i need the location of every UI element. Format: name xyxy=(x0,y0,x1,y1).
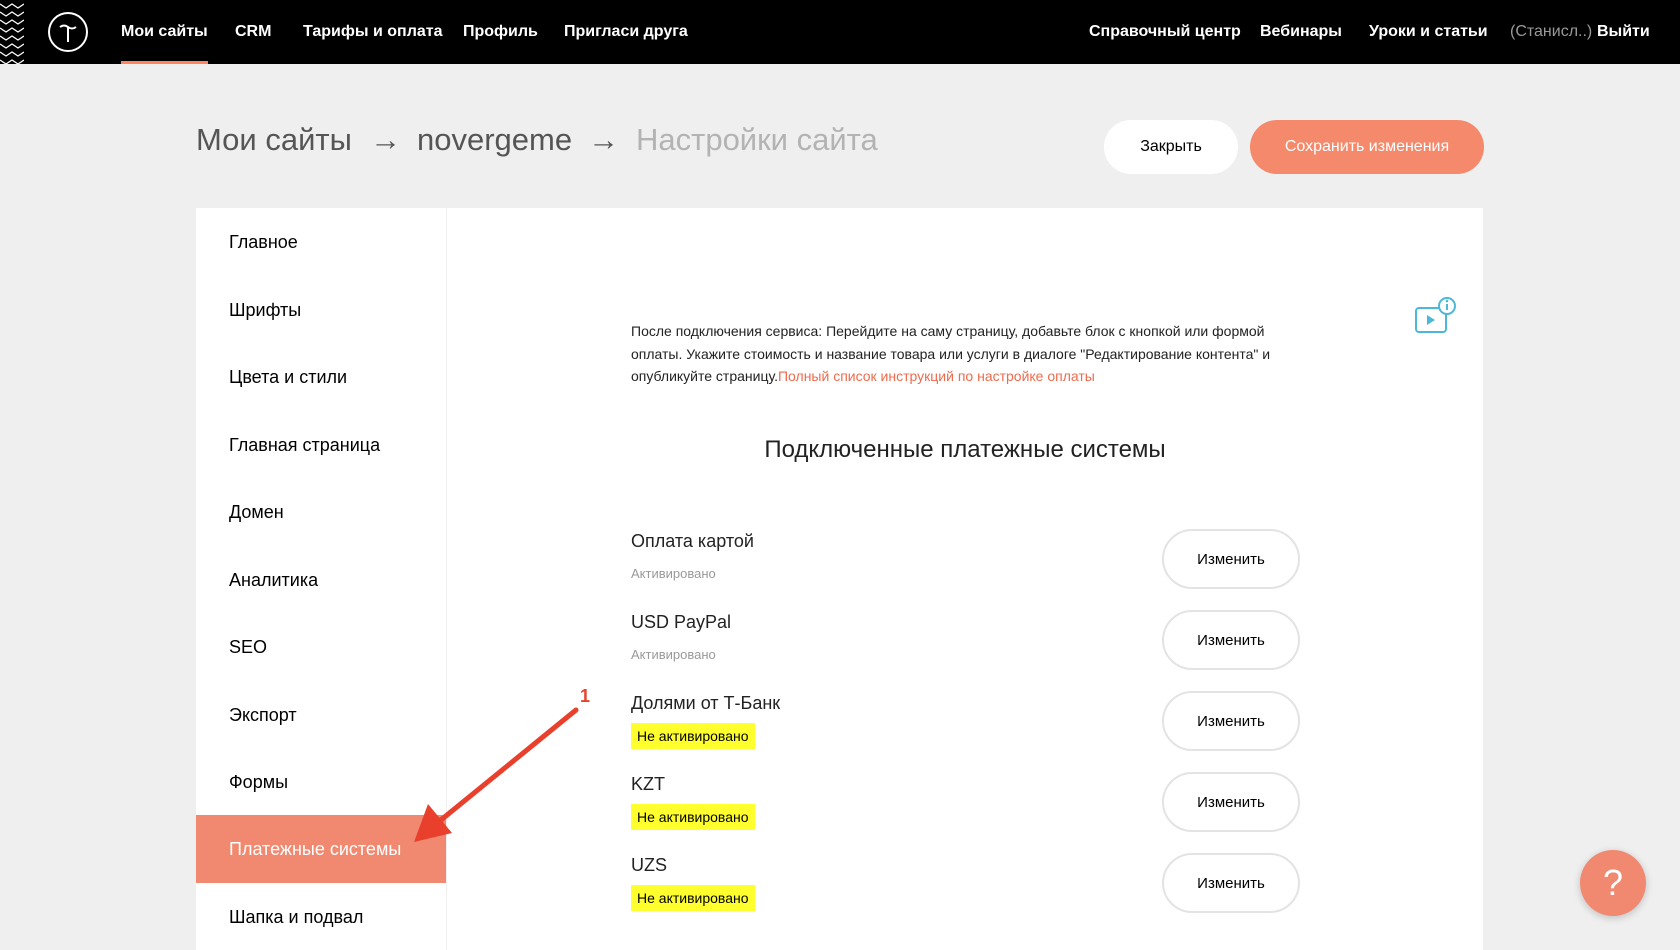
payment-name: Оплата картой xyxy=(631,531,754,551)
edit-payment-button[interactable]: Изменить xyxy=(1162,853,1300,913)
sidebar-item-home-page[interactable]: Главная страница xyxy=(229,435,381,455)
sidebar-item-export[interactable]: Экспорт xyxy=(229,705,297,725)
payment-status: Активировано xyxy=(631,647,716,662)
nav-profile[interactable]: Профиль xyxy=(463,23,538,40)
zigzag-decoration-icon xyxy=(0,0,24,64)
edit-payment-button[interactable]: Изменить xyxy=(1162,772,1300,832)
nav-invite-friend[interactable]: Пригласи друга xyxy=(564,23,688,40)
logout-link[interactable]: Выйти xyxy=(1597,23,1650,40)
payment-row-kzt xyxy=(631,774,1301,840)
nav-my-sites[interactable]: Мои сайты xyxy=(121,0,208,64)
sidebar-item-payment-systems[interactable]: Платежные системы xyxy=(196,815,446,883)
sidebar-item-fonts[interactable]: Шрифты xyxy=(229,300,302,320)
section-title: Подключенные платежные системы xyxy=(764,436,1166,463)
sidebar-item-domain[interactable]: Домен xyxy=(229,502,284,522)
nav-webinars[interactable]: Вебинары xyxy=(1260,23,1342,40)
payment-row-tbank xyxy=(631,693,1301,759)
nav-lessons[interactable]: Уроки и статьи xyxy=(1369,23,1488,40)
payment-name: UZS xyxy=(631,855,667,875)
sidebar-item-seo[interactable]: SEO xyxy=(229,637,268,657)
edit-payment-button[interactable]: Изменить xyxy=(1162,610,1300,670)
breadcrumb-current: Настройки сайта xyxy=(636,122,878,157)
tilda-logo-icon[interactable] xyxy=(48,12,88,52)
payment-row-uzs xyxy=(631,855,1301,921)
breadcrumb-site[interactable]: novergeme xyxy=(417,122,573,157)
sidebar-item-analytics[interactable]: Аналитика xyxy=(229,570,319,590)
video-info-icon[interactable] xyxy=(1412,296,1458,338)
close-button[interactable]: Закрыть xyxy=(1104,120,1238,174)
save-changes-button[interactable]: Сохранить изменения xyxy=(1250,120,1484,174)
payment-status-badge: Не активировано xyxy=(631,804,755,830)
breadcrumb-arrow-icon: → xyxy=(588,122,619,157)
annotation-arrow-icon xyxy=(400,690,600,850)
sidebar-item-header-footer[interactable]: Шапка и подвал xyxy=(229,907,364,927)
payment-status-badge: Не активировано xyxy=(631,723,755,749)
user-name: (Станисл..) xyxy=(1510,23,1593,40)
nav-help-center[interactable]: Справочный центр xyxy=(1089,23,1241,40)
payment-name: KZT xyxy=(631,774,665,794)
nav-tariffs[interactable]: Тарифы и оплата xyxy=(303,23,443,40)
instructions-text: После подключения сервиса: Перейдите на саму страницу, добавьте блок с кнопкой или формой оплаты. Укажите стоимость и название товара или услуги в диалоге "Редактирование контента" и опубликуйте страницу. xyxy=(631,323,1271,384)
payment-instructions xyxy=(631,320,1271,388)
payment-row-paypal xyxy=(631,612,1301,678)
payment-row-card xyxy=(631,531,1301,597)
instructions-link[interactable]: Полный список инструкций по настройке оплаты xyxy=(777,368,1095,384)
help-button[interactable]: ? xyxy=(1580,850,1646,916)
payment-status: Активировано xyxy=(631,566,716,581)
sidebar-item-forms[interactable]: Формы xyxy=(229,772,289,792)
nav-crm[interactable]: CRM xyxy=(235,23,272,40)
breadcrumb-my-sites[interactable]: Мои сайты xyxy=(196,122,352,157)
sidebar-item-main[interactable]: Главное xyxy=(229,232,298,252)
payment-status-badge: Не активировано xyxy=(631,885,755,911)
payment-name: USD PayPal xyxy=(631,612,732,632)
breadcrumb-arrow-icon: → xyxy=(370,122,401,157)
payment-name: Долями от Т-Банк xyxy=(631,693,781,713)
top-navbar xyxy=(0,0,1680,64)
edit-payment-button[interactable]: Изменить xyxy=(1162,529,1300,589)
edit-payment-button[interactable]: Изменить xyxy=(1162,691,1300,751)
sidebar-item-colors[interactable]: Цвета и стили xyxy=(229,367,348,387)
annotation-number: 1 xyxy=(580,686,591,706)
